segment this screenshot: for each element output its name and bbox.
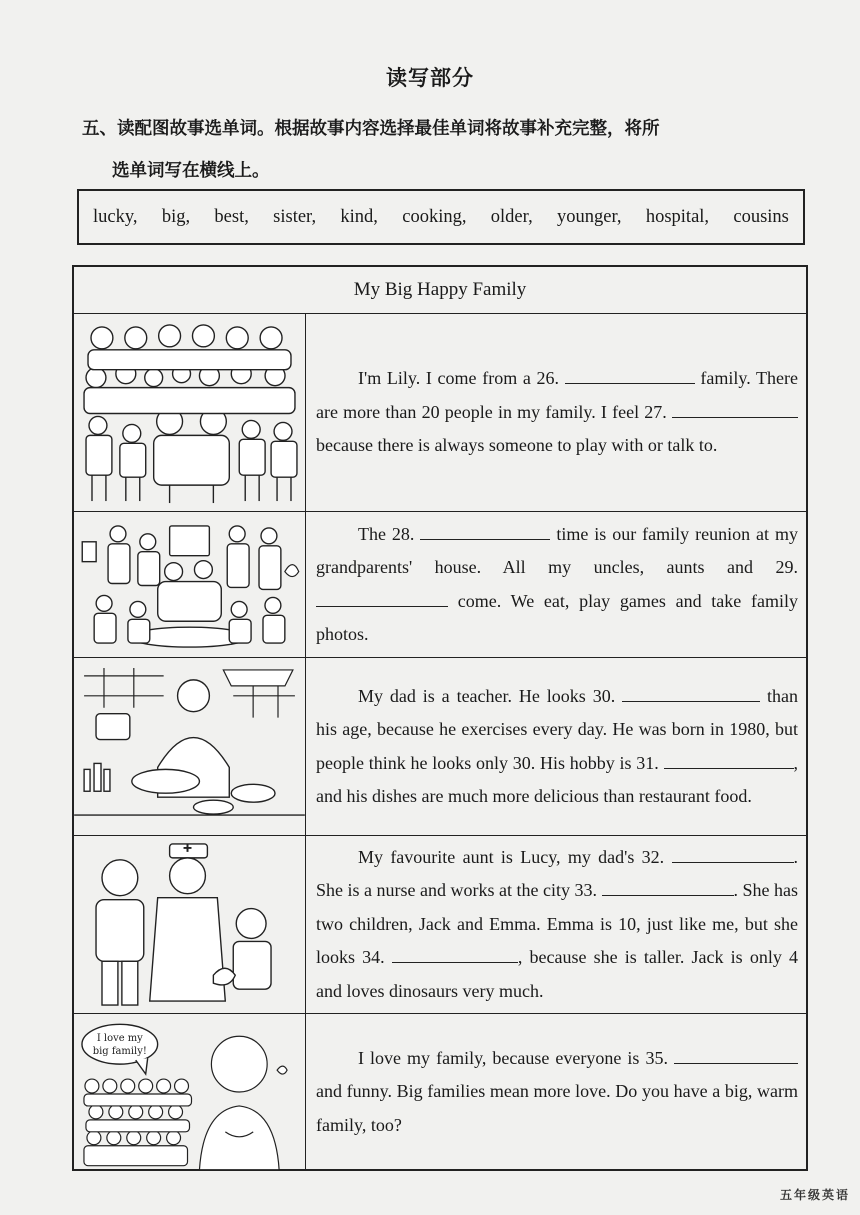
answer-blank-35[interactable] bbox=[674, 1045, 798, 1064]
dad-cooking-illustration bbox=[74, 658, 306, 835]
instructions bbox=[82, 108, 812, 192]
paragraph-text: come. We eat, play games and take family photos. bbox=[316, 590, 799, 644]
story-paragraph-5 bbox=[306, 1014, 806, 1170]
speech-bubble-line-2: big family! bbox=[92, 1046, 147, 1058]
word-bank bbox=[77, 189, 805, 245]
word-bank-item: hospital, bbox=[645, 206, 710, 227]
story-row-4 bbox=[74, 836, 806, 1014]
answer-blank-34[interactable] bbox=[392, 944, 518, 963]
answer-blank-30[interactable] bbox=[622, 683, 760, 702]
paragraph-text: . She has two children, Jack and Emma. Emma is 10, just like me, but she looks 34. bbox=[316, 880, 799, 968]
paragraph-text: and funny. Big families mean more love. Do you have a big, warm family, too? bbox=[316, 1081, 798, 1135]
word-bank-item: cousins bbox=[733, 206, 789, 227]
word-bank-item: older, bbox=[490, 206, 533, 227]
aunt-nurse-with-children-illustration bbox=[74, 836, 306, 1013]
instruction-line-1: 五、读配图故事选单词。根据故事内容选择最佳单词将故事补充完整，将所 bbox=[82, 119, 660, 139]
answer-blank-27[interactable] bbox=[672, 399, 798, 418]
girl-happy-with-family-illustration bbox=[74, 1014, 306, 1170]
instruction-line-2: 选单词写在横线上。 bbox=[112, 161, 270, 181]
word-bank-item: kind, bbox=[340, 206, 378, 227]
paragraph-text: because there is always someone to play with or talk to. bbox=[316, 435, 718, 456]
story-row-5 bbox=[74, 1014, 806, 1170]
family-reunion-illustration bbox=[74, 512, 306, 657]
word-bank-item: younger, bbox=[557, 206, 622, 227]
answer-blank-31[interactable] bbox=[664, 750, 794, 769]
word-bank-item: lucky, bbox=[93, 206, 138, 227]
paragraph-text: I'm Lily. I come from a 26. bbox=[358, 368, 560, 389]
section-title: 读写部分 bbox=[386, 66, 474, 90]
paragraph-text: My favourite aunt is Lucy, my dad's 32. bbox=[358, 846, 665, 867]
story-paragraph-2 bbox=[306, 512, 806, 657]
story-row-3 bbox=[74, 658, 806, 836]
story-title: My Big Happy Family bbox=[74, 267, 806, 314]
answer-blank-28[interactable] bbox=[420, 521, 550, 540]
paragraph-text: family. There are more than 20 people in my family. I feel 27. bbox=[316, 368, 799, 422]
paragraph-text: . She is a nurse and works at the city 33. bbox=[316, 846, 798, 901]
story-row-1 bbox=[74, 314, 806, 512]
answer-blank-33[interactable] bbox=[602, 877, 734, 896]
word-bank-item: cooking, bbox=[402, 206, 467, 227]
page-footer: 五年级英语 bbox=[779, 1188, 850, 1202]
word-bank-item: best, bbox=[214, 206, 249, 227]
story-paragraph-1 bbox=[306, 314, 806, 511]
paragraph-text: than his age, because he exercises every day. He was born in 1980, but people think he looks only 30. His hobby is 31. bbox=[316, 685, 799, 773]
answer-blank-29[interactable] bbox=[316, 588, 448, 607]
paragraph-text: The 28. bbox=[358, 523, 415, 544]
story-row-2 bbox=[74, 512, 806, 658]
story-paragraph-3 bbox=[306, 658, 806, 835]
large-family-group-illustration bbox=[74, 314, 306, 511]
paragraph-text: , and his dishes are much more delicious than restaurant food. bbox=[316, 752, 798, 806]
speech-bubble-line-1: I love my bbox=[96, 1033, 143, 1045]
story-paragraph-4 bbox=[306, 836, 806, 1013]
answer-blank-26[interactable] bbox=[565, 365, 695, 384]
word-bank-item: big, bbox=[161, 206, 191, 227]
paragraph-text: , because she is taller. Jack is only 4 and loves dinosaurs very much. bbox=[316, 947, 799, 1001]
paragraph-text: I love my family, because everyone is 35. bbox=[358, 1047, 668, 1068]
paragraph-text: time is our family reunion at my grandparents' house. All my uncles, aunts and 29. bbox=[316, 523, 798, 577]
paragraph-text: My dad is a teacher. He looks 30. bbox=[358, 685, 616, 706]
story-table bbox=[72, 265, 808, 1171]
word-bank-item: sister, bbox=[273, 206, 317, 227]
answer-blank-32[interactable] bbox=[672, 844, 794, 863]
